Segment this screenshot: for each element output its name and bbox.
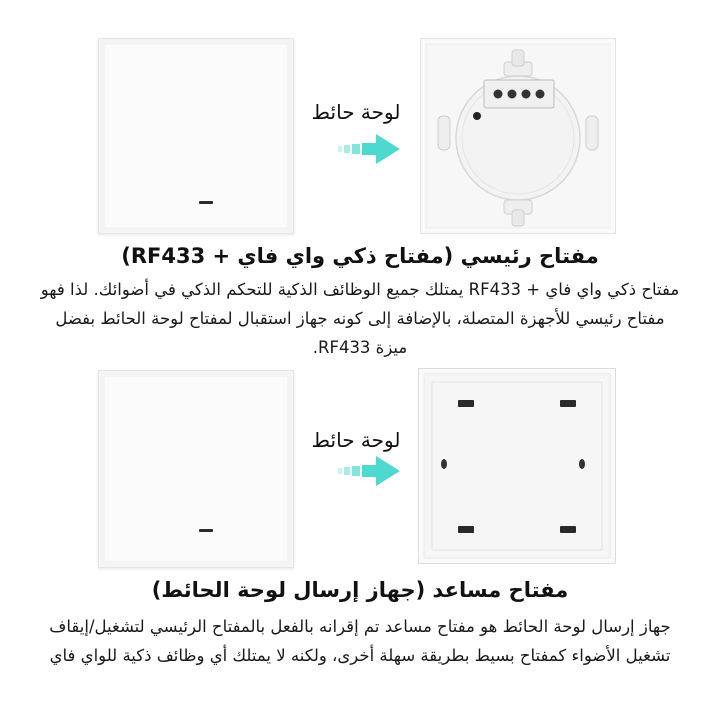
auxiliary-switch-description: جهاز إرسال لوحة الحائط هو مفتاح مساعد تم إقرانه بالفعل بالمفتاح الرئيسي لتشغيل/إيقاف تشغيل الأضواء كمفتاح بسيط بطريقة سهلة أخرى، ولكنه لا يمتلك أي وظائف ذكية للواي فاي xyxy=(49,617,671,665)
main-switch-arrow-label: لوحة حائط xyxy=(311,100,401,124)
right-arrow-icon xyxy=(338,456,400,486)
main-switch-back-module xyxy=(420,38,616,234)
auxiliary-switch-title: مفتاح مساعد (جهاز إرسال لوحة الحائط) xyxy=(151,578,569,602)
main-switch-description: مفتاح ذكي واي فاي + RF433 يمتلك جميع الوظائف الذكية للتحكم الذكي في أضوائك. لذا فهو مفتاح رئيسي للأجهزة المتصلة، بالإضافة إلى كونه جهاز استقبال لمفتاح لوحة الحائط بفضل ميزة RF433. xyxy=(40,280,680,357)
main-switch-front-panel xyxy=(98,38,294,234)
auxiliary-switch-arrow-label: لوحة حائط xyxy=(311,428,401,452)
indicator-led xyxy=(199,201,213,204)
auxiliary-switch-back-panel xyxy=(418,368,616,564)
right-arrow-icon xyxy=(338,134,400,164)
auxiliary-switch-front-panel xyxy=(98,370,294,568)
main-switch-title: مفتاح رئيسي (مفتاح ذكي واي فاي + RF433) xyxy=(121,244,599,268)
indicator-led xyxy=(199,529,213,532)
